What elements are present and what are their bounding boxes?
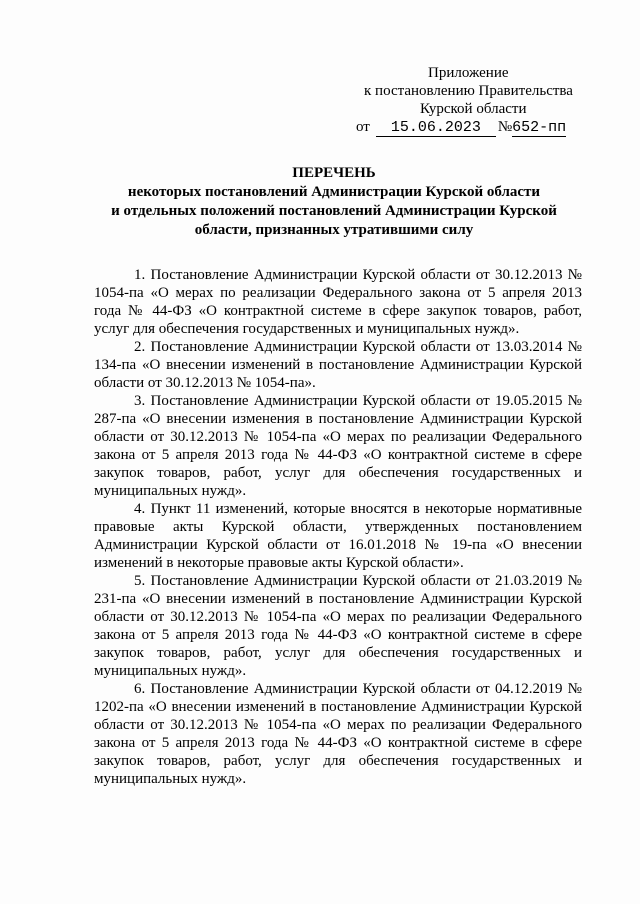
list-item: 3. Постановление Администрации Курской области от 19.05.2015 № 287-па «О внесении изменения в постановление Администрации Курской области от 30.12.2013 № 1054-па «О мерах по реализации Федерального закона от 5 апреля 2013 года № 44-ФЗ «О контрактной системе в сфере закупок товаров, работ, услуг для обеспечения государственных и муниципальных нужд».: [94, 393, 582, 499]
appendix-header: [340, 64, 600, 137]
document-title: [96, 164, 572, 240]
title-subtitle-line-3: области, признанных утратившими силу: [194, 222, 474, 238]
resolution-date: 15.06.2023: [376, 120, 496, 137]
list-item: 2. Постановление Администрации Курской области от 13.03.2014 № 134-па «О внесении изменений в постановление Администрации Курской области от 30.12.2013 № 1054-па».: [94, 339, 582, 391]
appendix-region: Курской области: [420, 101, 527, 117]
list-item: 1. Постановление Администрации Курской области от 30.12.2013 № 1054-па «О мерах по реализации Федерального закона от 5 апреля 2013 года № 44-ФЗ «О контрактной системе в сфере закупок товаров, работ, услуг для обеспечения государственных и муниципальных нужд».: [94, 267, 582, 337]
title-subtitle-line-2: и отдельных положений постановлений Администрации Курской: [111, 203, 557, 219]
appendix-to-resolution: к постановлению Правительства: [364, 83, 573, 99]
appendix-date-number-line: [340, 118, 600, 137]
from-label: от: [356, 119, 370, 135]
title-subtitle-line-1: некоторых постановлений Администрации Курской области: [127, 184, 541, 200]
resolution-number: 652-пп: [512, 119, 567, 136]
list-item: 4. Пункт 11 изменений, которые вносятся в некоторые нормативные правовые акты Курской области, утвержденных постановлением Администрации Курской области от 16.01.2018 № 19-па «О внесении изменений в некоторые правовые акты Курской области».: [94, 501, 582, 571]
number-label: №: [497, 119, 513, 135]
list-item: 6. Постановление Администрации Курской области от 04.12.2019 № 1202-па «О внесении изменений в постановление Администрации Курской области от 30.12.2013 № 1054-па «О мерах по реализации Федерального закона от 5 апреля 2013 года № 44-ФЗ «О контрактной системе в сфере закупок товаров, работ, услуг для обеспечения государственных и муниципальных нужд».: [94, 681, 582, 787]
list-item: 5. Постановление Администрации Курской области от 21.03.2019 № 231-па «О внесении изменений в постановление Администрации Курской области от 30.12.2013 № 1054-па «О мерах по реализации Федерального закона от 5 апреля 2013 года № 44-ФЗ «О контрактной системе в сфере закупок товаров, работ, услуг для обеспечения государственных и муниципальных нужд».: [94, 573, 582, 679]
document-body: [94, 266, 582, 788]
appendix-label: Приложение: [428, 65, 509, 81]
title-main: ПЕРЕЧЕНЬ: [292, 165, 376, 181]
